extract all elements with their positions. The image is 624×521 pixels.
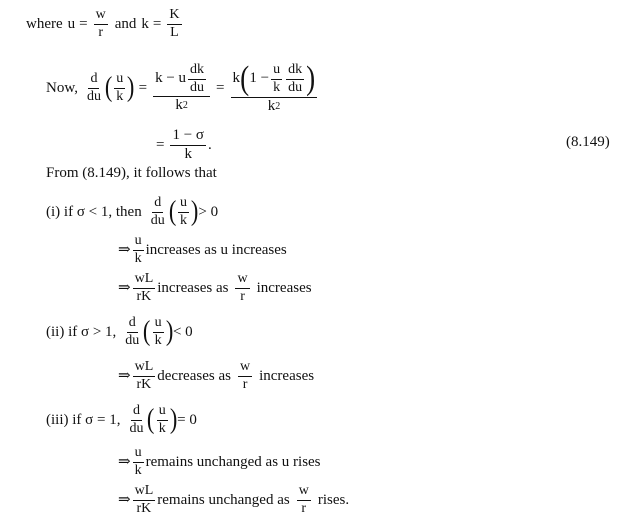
case-3-implication-1: ⇒ $\frac{u}{k}$ remains unchanged as u rises	[118, 445, 321, 478]
case-2-implication: ⇒ $\frac{wL}{rK}$ decreases as $\frac{w}{r}$ increases	[118, 359, 315, 392]
and-text: and	[114, 15, 137, 32]
quotient-rule-fraction: k − u $\frac{dk}{du}$ k 2	[153, 63, 210, 114]
case-1-implication-1: ⇒ $\frac{u}{k}$ increases as u increases	[118, 233, 287, 266]
implies-arrow: ⇒	[118, 241, 131, 258]
equals-sign: =	[79, 15, 88, 32]
equals-sign: =	[138, 79, 148, 96]
where-text: where	[26, 15, 63, 32]
equals-sign: =	[156, 136, 165, 153]
d-du-operator: $\frac{d}{du}$	[86, 71, 101, 104]
case-2-condition: (ii) if σ > 1, $\frac{d}{du}$ ( $\frac{u}{k}$ ) < 0	[46, 315, 193, 348]
implies-arrow: ⇒	[118, 279, 131, 296]
factored-fraction: k ( 1 − $\frac{u}{k}$ $\frac{dk}{du}$ ) k 2	[231, 62, 318, 115]
equation-number: (8.149)	[566, 134, 610, 150]
from-line: From (8.149), it follows that	[46, 165, 217, 181]
definition-line	[26, 8, 184, 40]
K-over-L-fraction: $\frac{K}{L}$	[169, 7, 180, 40]
now-label: Now,	[46, 79, 78, 96]
u-over-k-fraction: $\frac{u}{k}$	[116, 71, 124, 104]
implies-arrow: ⇒	[118, 453, 131, 470]
case-1-implication-2: ⇒ $\frac{wL}{rK}$ increases as $\frac{w}{r}$ increases	[118, 271, 312, 304]
result-line: = $\frac{1 - \sigma}{k}$ .	[156, 127, 212, 162]
case-3-implication-2: ⇒ $\frac{wL}{rK}$ remains unchanged as $\frac{w}{r}$ rises.	[118, 483, 350, 516]
implies-arrow: ⇒	[118, 491, 131, 508]
implies-arrow: ⇒	[118, 367, 131, 384]
w-over-r-fraction: $\frac{w}{r}$	[95, 7, 106, 40]
case-3-condition: (iii) if σ = 1, $\frac{d}{du}$ ( $\frac{u}{k}$ ) = 0	[46, 403, 197, 436]
equals-sign: =	[216, 79, 225, 96]
derivative-line: Now, $\frac{d}{du}$ ( $\frac{u}{k}$ ) = k − u $\frac{dk}{du}$ k 2 = k ( 1 − $\frac{u}{k}$ $\frac{dk}{du}$ ) k 2	[46, 62, 319, 115]
k-symbol: k	[141, 15, 149, 32]
case-1-condition: (i) if σ < 1, then $\frac{d}{du}$ ( $\frac{u}{k}$ ) > 0	[46, 195, 219, 228]
result-fraction: $\frac{1 - \sigma}{k}$	[172, 127, 205, 162]
u-symbol: u	[67, 15, 76, 32]
equals-sign: =	[152, 15, 162, 32]
